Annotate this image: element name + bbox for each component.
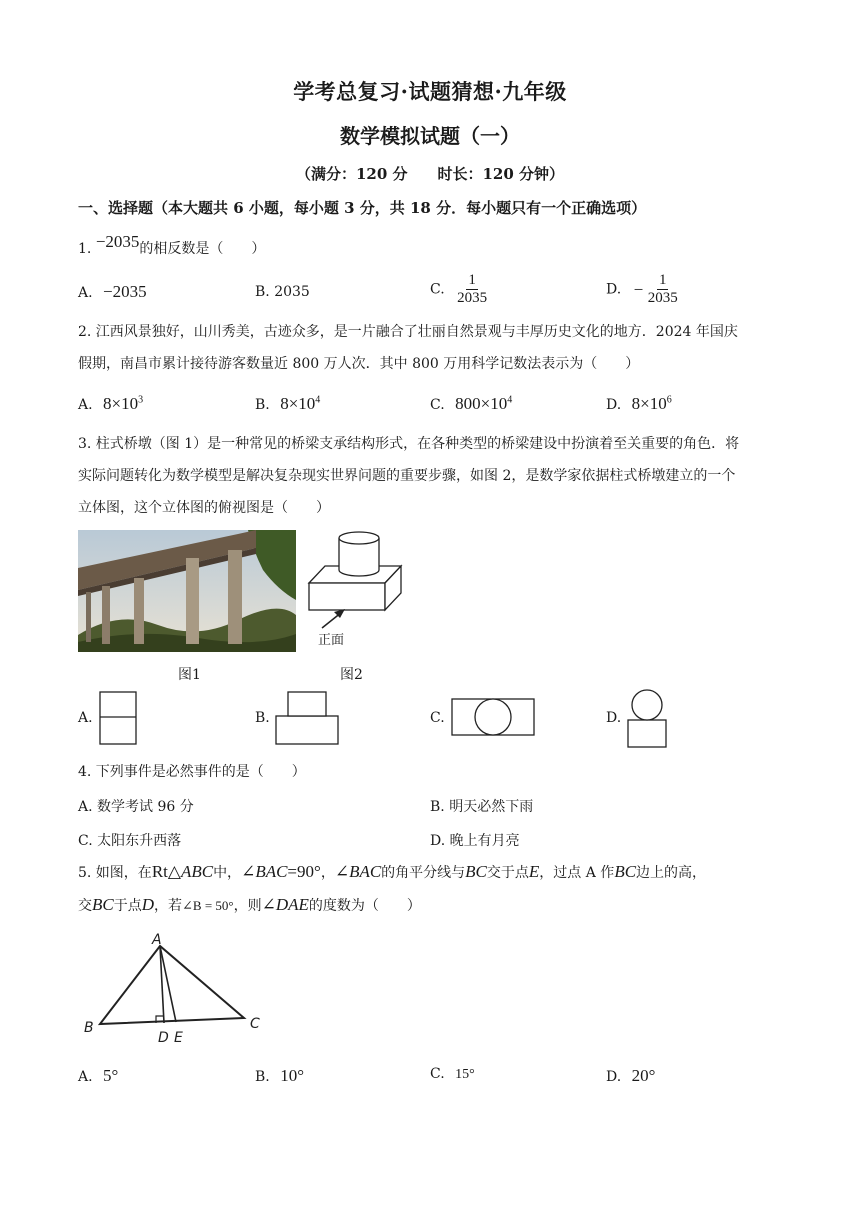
math-segment: BAC — [349, 862, 382, 881]
option-value: 10° — [280, 1066, 305, 1085]
question-text-line: 立体图，这个立体图的俯视图是（ ） — [78, 500, 330, 516]
text-segment: 于点 — [113, 898, 142, 914]
vertex-label-c: C — [250, 1016, 260, 1032]
option-label: C. — [430, 710, 445, 726]
option-exponent: 6 — [666, 394, 672, 406]
fraction-numerator: 1 — [468, 272, 476, 288]
option-label: A. — [78, 1069, 93, 1085]
q4-option-d[interactable]: D. 晚上有月亮 — [430, 833, 520, 849]
option-label: D. — [606, 281, 622, 298]
option-label: C. — [430, 397, 445, 413]
math-segment: BC — [614, 862, 637, 881]
math-segment: ∠ — [261, 895, 276, 914]
q5-option-d[interactable] — [606, 1066, 655, 1086]
question-4: 4. 下列事件是必然事件的是（ ） — [78, 764, 306, 780]
option-exponent: 4 — [507, 394, 513, 406]
q2-option-c[interactable] — [430, 394, 512, 414]
q2-option-b[interactable] — [255, 394, 320, 414]
question-5-line-2 — [78, 895, 421, 916]
option-base: 800×10 — [455, 394, 508, 413]
question-text-line: 3. 柱式桥墩（图 1）是一种常见的桥梁支承结构形式，在各种类型的桥梁建设中扮演着至关重要的角色．将 — [78, 436, 740, 452]
option-value: 5° — [103, 1066, 119, 1085]
math-segment: ∠ — [241, 862, 256, 881]
question-text-line: 2. 江西风景独好，山川秀美，古迹众多，是一片融合了壮丽自然景观与丰厚历史文化的地方．2024 年国庆 — [78, 324, 738, 340]
fraction-denominator: 2035 — [457, 290, 488, 306]
question-number: 1. — [78, 241, 92, 257]
math-segment: ∠B = 50° — [182, 898, 234, 913]
question-text-line: 假期，南昌市累计接待游客数量近 800 万人次．其中 800 万用科学记数法表示为（ ） — [78, 356, 640, 372]
figure-1-caption: 图1 — [178, 667, 201, 683]
option-value — [103, 394, 143, 413]
text-segment: 交 — [78, 898, 92, 914]
fraction-denominator: 2035 — [647, 290, 678, 306]
q1-option-d[interactable] — [606, 272, 678, 307]
option-value: −2035 — [103, 282, 147, 301]
text-segment: ，则 — [233, 898, 262, 914]
question-1 — [78, 232, 266, 259]
math-segment: D — [141, 895, 155, 914]
q3-option-b[interactable] — [255, 710, 270, 726]
figure-2-caption: 图2 — [340, 667, 363, 683]
option-label: B. — [255, 710, 270, 726]
math-segment: Rt△ — [151, 862, 181, 881]
exam-series-title: 学考总复习·试题猜想·九年级 — [293, 79, 567, 104]
text-segment: 5. 如图，在 — [78, 865, 152, 881]
front-view-label: 正面 — [318, 633, 345, 648]
fraction — [457, 272, 487, 307]
text-segment: 中， — [213, 865, 242, 881]
text-segment: 交于点 — [486, 865, 529, 881]
text-segment: ，过点 A 作 — [539, 865, 615, 881]
q2-option-a[interactable] — [78, 394, 143, 414]
triangle-diagram — [78, 930, 278, 1048]
q4-option-a[interactable]: A. 数学考试 96 分 — [78, 799, 194, 815]
option-label: B. — [255, 397, 270, 413]
math-segment: DAE — [275, 895, 309, 914]
top-view-option-d[interactable] — [626, 688, 670, 750]
math-segment: E — [528, 862, 540, 881]
q3-option-c[interactable] — [430, 710, 445, 726]
top-view-option-b[interactable] — [274, 690, 342, 746]
option-label: C. — [430, 281, 445, 298]
fraction-numerator: 1 — [658, 272, 667, 288]
option-label: B. — [255, 1069, 270, 1085]
vertex-label-b: B — [84, 1020, 94, 1036]
option-value: 15° — [455, 1067, 475, 1082]
option-base: 8×10 — [280, 394, 316, 413]
text-segment: ，若 — [154, 898, 183, 914]
q1-option-a[interactable] — [78, 282, 147, 302]
solid-figure-diagram — [300, 528, 410, 652]
option-label: B. — [255, 284, 270, 300]
option-value: 2035 — [274, 284, 310, 300]
text-segment: ， — [320, 865, 335, 881]
option-label: A. — [78, 710, 93, 726]
option-label: D. — [606, 710, 622, 726]
section-heading: 一、选择题（本大题共 6 小题，每小题 3 分，共 18 分．每小题只有一个正确选项） — [78, 199, 647, 217]
option-label: D. — [606, 1069, 622, 1085]
question-text: 的相反数是（ ） — [139, 241, 266, 257]
point-label-e: E — [174, 1030, 183, 1046]
fraction — [648, 272, 678, 307]
option-value — [455, 394, 512, 413]
question-5-line-1 — [78, 862, 706, 883]
math-segment: ABC — [180, 862, 214, 881]
question-text-line: 实际问题转化为数学模型是解决复杂现实世界问题的重要步骤，如图 2，是数学家依据柱式桥墩建立的一个 — [78, 468, 736, 484]
q3-option-a[interactable] — [78, 710, 93, 726]
top-view-option-a[interactable] — [98, 690, 140, 746]
option-label: A. — [78, 397, 93, 413]
math-segment: BC — [92, 895, 114, 914]
option-value — [632, 394, 672, 413]
math-segment: =90° — [287, 862, 321, 881]
question-2 — [78, 316, 786, 380]
point-label-d: D — [158, 1030, 169, 1046]
math-segment: BAC — [255, 862, 288, 881]
math-expression: −2035 — [95, 232, 140, 251]
exam-meta: （满分：120 分 时长：120 分钟） — [295, 165, 565, 183]
q4-option-c[interactable]: C. 太阳东升西落 — [78, 833, 182, 849]
option-exponent: 3 — [138, 394, 144, 406]
option-label: C. — [430, 1066, 445, 1082]
q4-option-b[interactable]: B. 明天必然下雨 — [430, 799, 534, 815]
q5-option-a[interactable] — [78, 1066, 118, 1086]
option-value — [280, 394, 320, 413]
option-label: D. — [606, 397, 622, 413]
q2-option-d[interactable] — [606, 394, 672, 414]
minus-sign: − — [633, 279, 644, 299]
text-segment: 的角平分线与 — [381, 865, 466, 881]
option-label: A. — [78, 285, 93, 301]
option-base: 8×10 — [103, 394, 139, 413]
text-segment: 的度数为（ ） — [308, 898, 421, 914]
vertex-label-a: A — [152, 932, 162, 948]
q1-option-b[interactable] — [255, 284, 310, 300]
q3-option-d[interactable] — [606, 710, 621, 726]
q5-option-b[interactable] — [255, 1066, 304, 1086]
bridge-pier-photo — [78, 530, 296, 652]
text-segment: 边上的高， — [636, 865, 707, 881]
exam-title: 数学模拟试题（一） — [340, 124, 520, 148]
q1-option-c[interactable] — [430, 272, 487, 307]
top-view-option-c[interactable] — [450, 697, 538, 739]
option-value: 20° — [631, 1066, 656, 1085]
q5-option-c[interactable] — [430, 1066, 475, 1083]
math-segment: ∠ — [334, 862, 350, 881]
math-segment: BC — [465, 862, 487, 881]
question-3 — [78, 428, 786, 524]
option-base: 8×10 — [631, 394, 667, 413]
option-exponent: 4 — [315, 394, 321, 406]
